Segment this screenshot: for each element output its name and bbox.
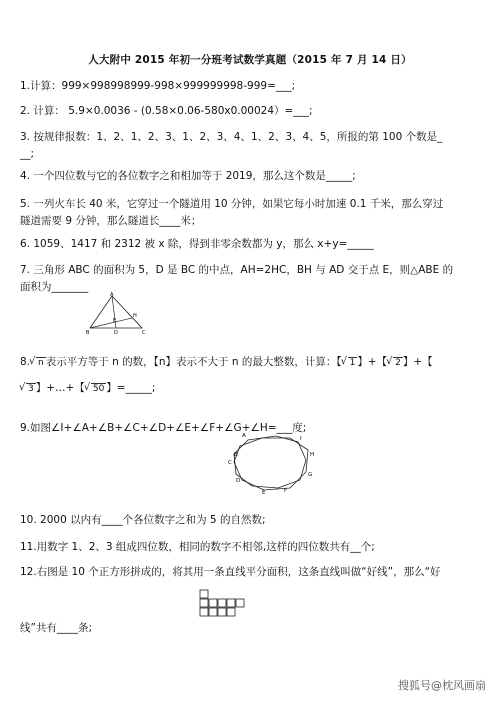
question-7-line2: 面积为_______ [20,281,89,293]
label-h: H [133,313,137,319]
label-g: G [308,472,313,478]
q8-text: 表示平方等于 n 的数，【n】表示不大于 n 的最大整数，计算：【 [45,356,342,368]
question-3-line2: __; [20,148,35,160]
label-h: H [310,452,315,458]
star-polygon-figure [226,432,316,494]
question-9: 9.如图∠I+∠A+∠B+∠C+∠D+∠E+∠F+∠G+∠H=___度; [20,422,307,434]
question-6: 6. 1059、1417 和 2312 被 x 除，得到非零余数都为 y，那么 x+y=_____ [20,238,374,250]
question-12-line1: 12.右图是 10 个正方形拼成的，将其用一条直线平分面积，这条直线叫做“好线”，那么“好 [20,566,441,578]
label-b: B [86,330,90,336]
label-d: D [236,478,241,484]
question-5-line2: 隧道需要 9 分钟，那么隧道长____米； [20,215,202,227]
q8-prefix: 8. [20,356,31,368]
sqrt-1: √ 1 [348,357,358,369]
question-2: 2. 计算： 5.9×0.0036 - (0.58×0.06-580x0.00024）=___; [20,105,313,117]
label-c: C [228,460,232,466]
label-a: A [110,292,114,298]
q8-ellipsis: 】+…+【 [35,382,85,394]
q8-plus-2: 】+【 [402,356,433,368]
triangle-figure [84,292,154,337]
label-d: D [114,330,118,336]
label-e: E [113,318,117,324]
question-11: 11.用数字 1、2、3 组成四位数，相同的数字不相邻,这样的四位数共有__个; [20,541,375,553]
question-12-line2: 线”共有____条; [20,622,92,634]
question-8-line1 [20,354,482,371]
q8-plus-1: 】+【 [357,356,388,368]
question-7-line1: 7. 三角形 ABC 的面积为 5，D 是 BC 的中点，AH=2HC，BH 与 AD 交于点 E，则△ABE 的 [20,264,454,276]
label-i: I [300,436,302,442]
sqrt-3: √ 3 [26,383,36,395]
question-3-line1: 3. 按规律报数：1、2、1、2、3、1、2、3、4、1、2、3、4、5，所报的第 100 个数是_ [20,131,443,143]
page-title: 人大附中 2015 年初一分班考试数学真题（2015 年 7 月 14 日） [88,54,412,66]
question-5-line1: 5. 一列火车长 40 米，它穿过一个隧道用 10 分钟，如果它每小时加速 0.1 千米，那么穿过 [20,198,444,210]
label-c: C [142,330,146,336]
label-b: B [234,452,238,458]
question-4: 4. 一个四位数与它的各位数字之和相加等于 2019，那么这个数是_____; [20,170,356,182]
label-a: A [242,433,246,439]
label-f: F [284,488,288,494]
sqrt-50: √ 50 [91,383,106,395]
sqrt-n: √ n [36,357,46,369]
question-1: 1.计算：999×998998999-998×999999998-999=___; [20,80,296,92]
watermark: 搜狐号@枕风画扇 [398,679,486,692]
label-e: E [262,490,266,494]
question-10: 10. 2000 以内有____个各位数字之和为 5 的自然数; [20,514,266,526]
question-8-line2 [20,380,482,397]
sqrt-2: √ 2 [393,357,403,369]
q8-end: 】=_____; [106,382,156,394]
